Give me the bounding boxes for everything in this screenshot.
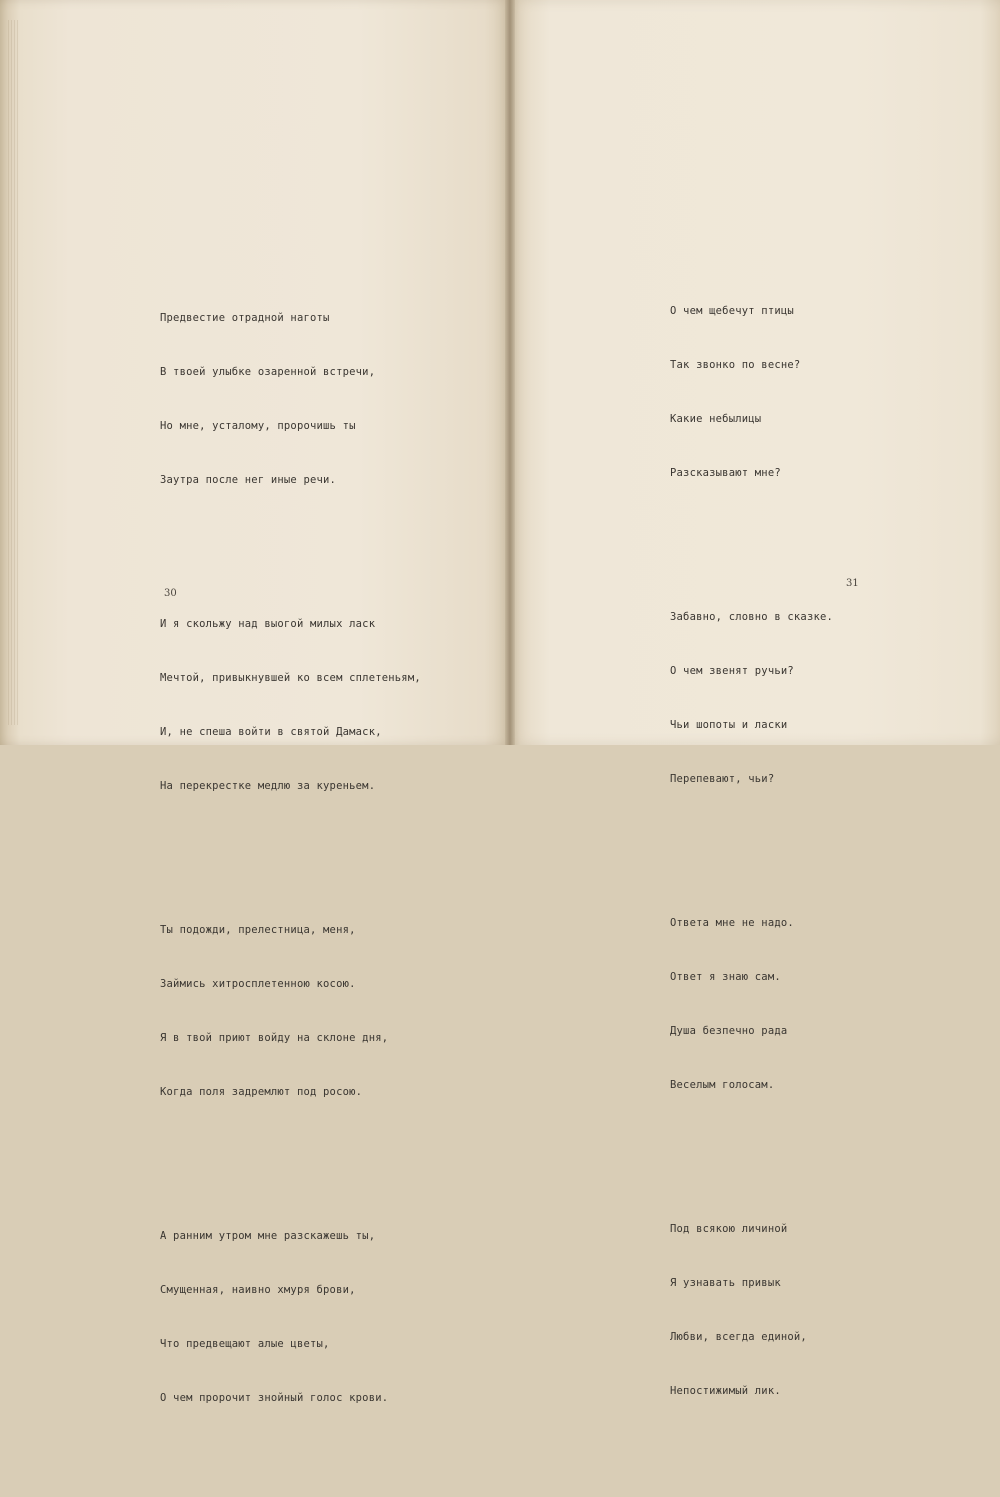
poem-line: В твоей улыбке озаренной встречи, xyxy=(160,366,376,378)
poem-line: Разсказывают мне? xyxy=(670,467,781,479)
right-page xyxy=(510,0,1000,1397)
poem-line: Так звонко по весне? xyxy=(670,359,801,371)
stanza xyxy=(160,1191,421,1443)
stanza xyxy=(160,885,421,1137)
stanza xyxy=(670,878,833,1130)
poem-line: Какие небылицы xyxy=(670,413,762,425)
page-number: 30 xyxy=(164,588,177,599)
poem-line: Смущенная, наивно хмуря брови, xyxy=(160,1284,356,1296)
poem-line: Ты подожди, прелестница, меня, xyxy=(160,924,356,936)
poem-line: Займись хитросплетенною косою. xyxy=(160,978,356,990)
stanza xyxy=(160,579,421,831)
poem-line: Мечтой, привыкнувшей ко всем сплетеньям, xyxy=(160,672,421,684)
poem-line: Под всякою личиной xyxy=(670,1223,788,1235)
stanza xyxy=(670,266,833,518)
poem-line: Ответ я знаю сам. xyxy=(670,971,781,983)
poem-line: О чем пророчит знойный голос крови. xyxy=(160,1392,389,1404)
poem-line: Ответа мне не надо. xyxy=(670,917,794,929)
poem-line: Веселым голосам. xyxy=(670,1079,775,1091)
poem-line: Заутра после нег иные речи. xyxy=(160,474,337,486)
poem-line: О чем щебечут птицы xyxy=(670,305,794,317)
book-gutter xyxy=(505,0,515,745)
poem-line: Но мне, усталому, пророчишь ты xyxy=(160,420,356,432)
right-poem xyxy=(670,230,833,1490)
poem-line: Когда поля задремлют под росою. xyxy=(160,1086,363,1098)
poem-line: Чьи шопоты и ласки xyxy=(670,719,788,731)
poem-line: Забавно, словно в сказке. xyxy=(670,611,834,623)
poem-line: И, не спеша войти в святой Дамаск, xyxy=(160,726,382,738)
poem-line: Я узнавать привык xyxy=(670,1277,781,1289)
poem-line: Любви, всегда единой, xyxy=(670,1331,807,1343)
poem-line: Я в твой приют войду на склоне дня, xyxy=(160,1032,389,1044)
page-edges xyxy=(8,20,20,725)
poem-line: На перекрестке медлю за куреньем. xyxy=(160,780,376,792)
stanza xyxy=(670,1184,833,1436)
poem-line: Предвестие отрадной наготы xyxy=(160,312,330,324)
poem-line: Что предвещают алые цветы, xyxy=(160,1338,330,1350)
left-poem xyxy=(160,237,421,1497)
left-page xyxy=(0,0,510,1404)
page-number: 31 xyxy=(846,578,859,589)
poem-line: А ранним утром мне разскажешь ты, xyxy=(160,1230,376,1242)
poem-line: О чем звенят ручьи? xyxy=(670,665,794,677)
poem-line: Душа безпечно рада xyxy=(670,1025,788,1037)
poem-line: Непостижимый лик. xyxy=(670,1385,781,1397)
stanza xyxy=(160,273,421,525)
stanza xyxy=(670,572,833,824)
poem-line: И я скольжу над выогой милых ласк xyxy=(160,618,376,630)
poem-line: Перепевают, чьи? xyxy=(670,773,775,785)
